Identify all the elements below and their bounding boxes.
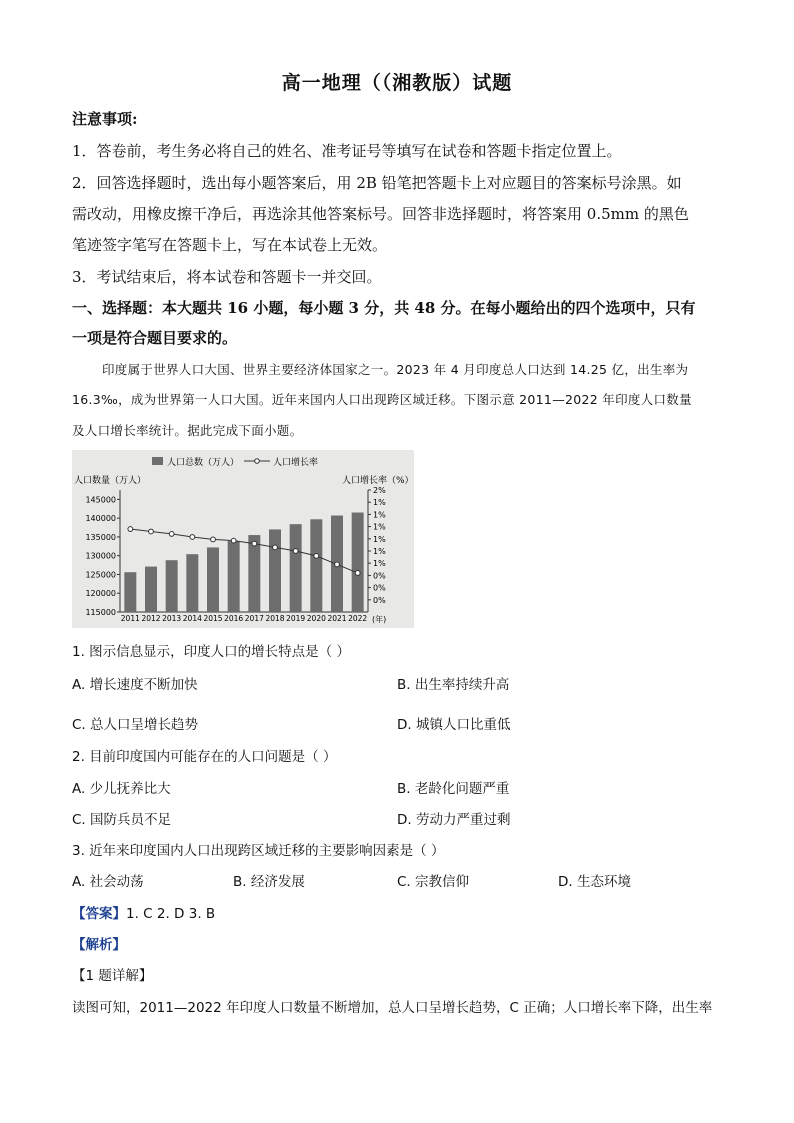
chart-bar-2019: [290, 524, 302, 612]
chart-bar-2016: [228, 541, 240, 612]
y-left-tick-label: 115000: [85, 608, 116, 617]
y-left-tick-label: 125000: [85, 570, 116, 580]
chart-bar-2012: [145, 567, 157, 612]
x-tick-label: 2022: [348, 614, 368, 623]
notice-item-2: 2．回答选择题时，选出每小题答案后，用 2B 铅笔把答题卡上对应题目的答案标号涂黑。如: [72, 174, 682, 192]
notice-item-2-cont: 需改动，用橡皮擦干净后，再选涂其他答案标号。回答非选择题时，将答案用 0.5mm 的黑色: [72, 205, 689, 223]
x-tick-label: 2016: [224, 614, 244, 623]
y-left-axis-label: 人口数量（万人）: [74, 476, 147, 486]
section-heading: 一、选择题：本大题共 16 小题，每小题 3 分，共 48 分。在每小题给出的四个选项中，只有: [72, 299, 696, 317]
growth-rate-point-2020: [314, 553, 319, 558]
answer-line: [72, 902, 722, 922]
y-right-tick-label: 1%: [373, 559, 386, 569]
notice-heading: 注意事项:: [72, 110, 138, 128]
y-right-tick-label: 1%: [373, 534, 386, 544]
question-3-option-a: A. 社会动荡: [72, 874, 144, 890]
legend-line-marker: [255, 459, 260, 464]
detail-heading: 【1 题详解】: [72, 968, 153, 984]
x-tick-label: 2011: [120, 614, 140, 623]
x-tick-label: 2012: [141, 614, 161, 623]
section-heading-cont: 一项是符合题目要求的。: [72, 329, 238, 347]
population-chart: [72, 450, 414, 628]
question-1-option-d: D. 城镇人口比重低: [397, 717, 511, 733]
x-tick-label: 2017: [244, 614, 264, 623]
chart-bar-2013: [166, 560, 178, 612]
legend-line-label: 人口增长率: [273, 458, 319, 468]
x-tick-label: 2018: [265, 614, 285, 623]
question-2-option-d: D. 劳动力严重过剩: [397, 812, 511, 828]
y-left-tick-label: 120000: [85, 589, 116, 599]
chart-bar-2015: [207, 547, 219, 612]
y-right-tick-label: 2%: [373, 486, 386, 495]
x-tick-label: 2021: [327, 614, 347, 623]
y-right-axis-label: 人口增长率（%）: [342, 476, 414, 486]
growth-rate-point-2019: [293, 549, 298, 554]
question-1-option-a: A. 增长速度不断加快: [72, 677, 198, 693]
question-2-option-a: A. 少儿抚养比大: [72, 781, 171, 797]
notice-item-2-cont2: 笔迹签字笔写在答题卡上，写在本试卷上无效。: [72, 236, 388, 254]
answer-tag: 【答案】: [72, 906, 126, 922]
legend-bar-swatch: [152, 457, 163, 465]
x-unit-label: (年): [372, 615, 387, 624]
chart-bar-2022: [352, 513, 364, 612]
chart-bar-2020: [310, 519, 322, 612]
y-right-tick-label: 0%: [373, 595, 386, 605]
growth-rate-point-2013: [169, 532, 174, 537]
passage-line-2: 16.3‰，成为世界第一人口大国。近年来国内人口出现跨区域迁移。下图示意 2011—2022 年印度人口数量: [72, 392, 692, 407]
growth-rate-point-2015: [211, 537, 216, 542]
question-1-stem: 1. 图示信息显示，印度人口的增长特点是（ ）: [72, 644, 350, 660]
chart-bar-2014: [186, 554, 198, 612]
analysis-tag: 【解析】: [72, 937, 126, 953]
y-right-tick-label: 1%: [373, 498, 386, 508]
passage-line-1: 印度属于世界人口大国、世界主要经济体国家之一。2023 年 4 月印度总人口达到 14.25 亿，出生率为: [102, 362, 689, 377]
question-2-stem: 2. 目前印度国内可能存在的人口问题是（ ）: [72, 749, 337, 765]
growth-rate-point-2021: [335, 562, 340, 567]
question-1-option-c: C. 总人口呈增长趋势: [72, 717, 199, 733]
growth-rate-line: [130, 529, 357, 573]
question-3-stem: 3. 近年来印度国内人口出现跨区域迁移的主要影响因素是（ ）: [72, 843, 445, 859]
question-3-option-c: C. 宗教信仰: [397, 874, 470, 890]
y-right-tick-label: 1%: [373, 522, 386, 532]
growth-rate-point-2012: [149, 529, 154, 534]
growth-rate-point-2016: [231, 538, 236, 543]
page-title: 高一地理（（湘教版）试题: [281, 72, 513, 94]
population-chart-svg: [72, 450, 414, 628]
x-tick-label: 2020: [306, 614, 326, 623]
x-tick-label: 2019: [286, 614, 306, 623]
y-left-tick-label: 140000: [85, 514, 116, 524]
chart-bar-2011: [124, 572, 136, 612]
chart-bar-2017: [248, 535, 260, 612]
question-2-option-c: C. 国防兵员不足: [72, 812, 172, 828]
question-2-option-b: B. 老龄化问题严重: [397, 781, 510, 797]
question-3-option-b: B. 经济发展: [233, 874, 305, 890]
notice-item-1: 1．答卷前，考生务必将自己的姓名、准考证号等填写在试卷和答题卡指定位置上。: [72, 142, 622, 160]
analysis-line: [72, 933, 722, 953]
growth-rate-point-2017: [252, 541, 257, 546]
y-left-tick-label: 145000: [85, 495, 116, 505]
y-left-tick-label: 135000: [85, 532, 116, 542]
passage-line-3: 及人口增长率统计。据此完成下面小题。: [72, 423, 303, 438]
detail-text: 读图可知，2011—2022 年印度人口数量不断增加，总人口呈增长趋势，C 正确；人口增长率下降，出生率: [72, 1000, 713, 1016]
notice-item-3: 3．考试结束后，将本试卷和答题卡一并交回。: [72, 268, 382, 286]
growth-rate-point-2014: [190, 535, 195, 540]
x-tick-label: 2014: [182, 614, 202, 623]
legend-bar-label: 人口总数（万人）: [167, 458, 240, 468]
x-tick-label: 2013: [162, 614, 182, 623]
growth-rate-point-2018: [273, 545, 278, 550]
y-right-tick-label: 1%: [373, 547, 386, 556]
y-right-tick-label: 0%: [373, 571, 386, 581]
y-right-tick-label: 0%: [373, 583, 386, 593]
question-1-option-b: B. 出生率持续升高: [397, 677, 510, 693]
growth-rate-point-2011: [128, 527, 133, 532]
growth-rate-point-2022: [355, 571, 360, 576]
y-left-tick-label: 130000: [85, 551, 116, 561]
x-tick-label: 2015: [203, 614, 223, 623]
chart-bar-2018: [269, 529, 281, 612]
y-right-tick-label: 1%: [373, 510, 386, 520]
answer-text: 1. C 2. D 3. B: [126, 906, 216, 922]
question-3-option-d: D. 生态环境: [558, 874, 631, 890]
